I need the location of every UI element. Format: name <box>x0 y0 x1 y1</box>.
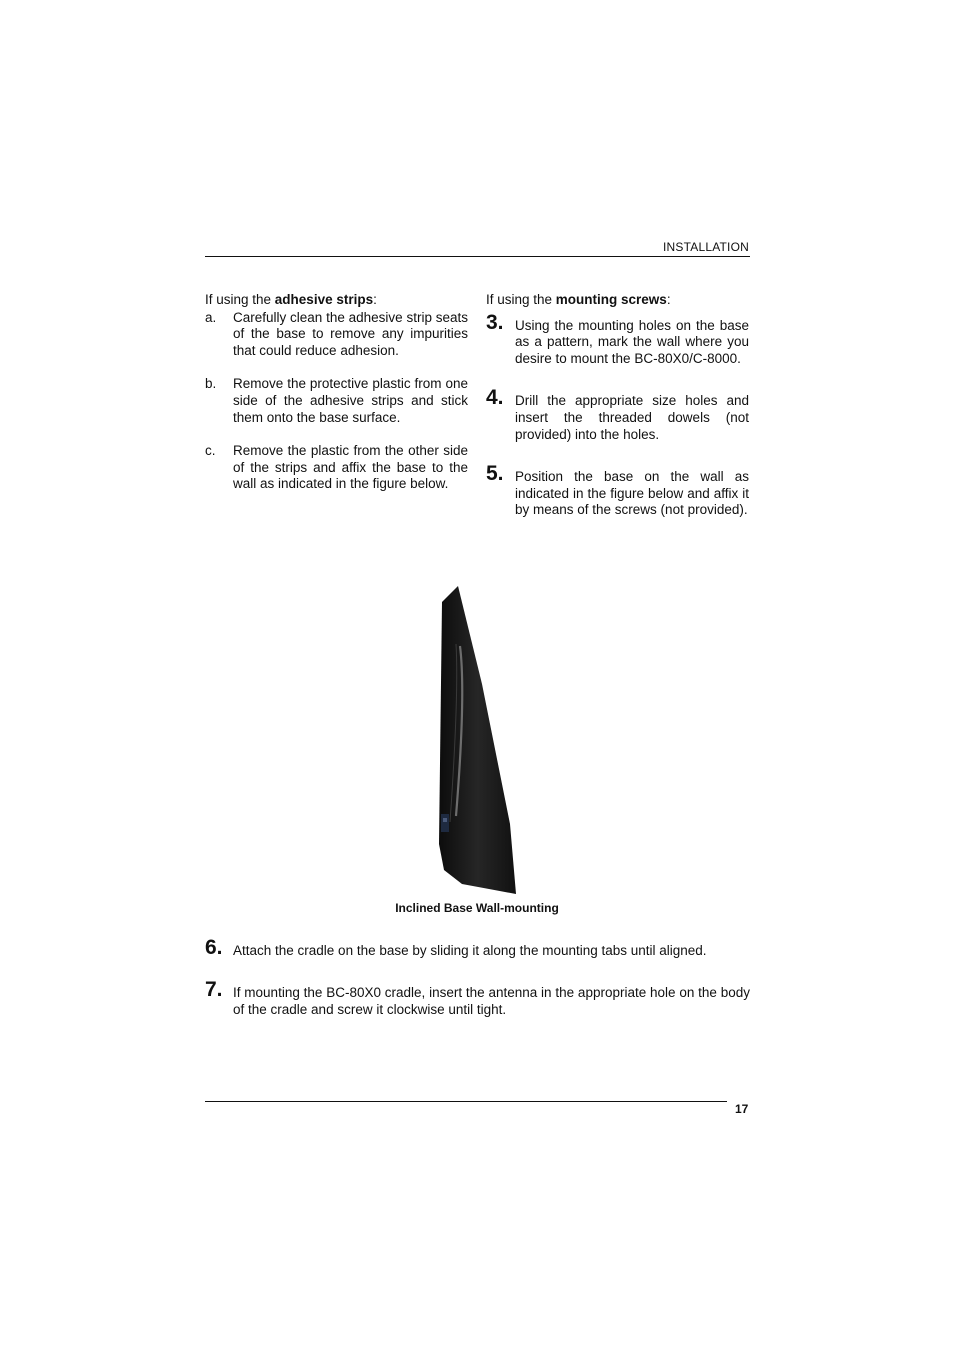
adhesive-strips-term: adhesive strips <box>274 292 374 307</box>
step-text: Drill the appropriate size holes and insert the threaded dowels (not provided) into the holes. <box>515 393 749 442</box>
step-text: Remove the protective plastic from one side of the adhesive strips and stick them onto the base surface. <box>233 376 468 425</box>
page-number: 17 <box>735 1102 749 1116</box>
adhesive-step-c <box>205 443 468 493</box>
figure-caption: Inclined Base Wall-mounting <box>395 901 559 915</box>
step-number: 5. <box>486 462 504 486</box>
step-number: 7. <box>205 978 223 1001</box>
step-marker: a. <box>205 309 217 325</box>
step-6 <box>205 936 750 960</box>
step-number: 3. <box>486 310 504 334</box>
mounting-screws-column <box>486 292 749 519</box>
screw-step-3 <box>486 310 749 368</box>
screw-step-4 <box>486 386 749 443</box>
step-number: 6. <box>205 936 223 959</box>
step-text: Attach the cradle on the base by sliding it along the mounting tabs until aligned. <box>233 943 707 958</box>
step-text: If mounting the BC-80X0 cradle, insert the antenna in the appropriate hole on the body of the cradle and screw it clockwise until tight. <box>233 985 750 1017</box>
step-text: Carefully clean the adhesive strip seats of the base to remove any impurities that could reduce adhesion. <box>233 309 468 358</box>
step-text: Remove the plastic from the other side of the strips and affix the base to the wall as indicated in the figure below. <box>233 443 468 492</box>
section-header: INSTALLATION <box>663 240 749 254</box>
step-text: Using the mounting holes on the base as a pattern, mark the wall where you desire to mount the BC-80X0/C-8000. <box>515 317 749 366</box>
adhesive-intro: If using the adhesive strips: <box>205 292 377 307</box>
step-number: 4. <box>486 386 504 410</box>
screw-step-5 <box>486 462 749 519</box>
footer-rule <box>205 1101 727 1102</box>
step-text: Position the base on the wall as indicated in the figure below and affix it by means of the screws (not provided). <box>515 469 749 518</box>
inclined-base-illustration <box>430 584 522 896</box>
step-7 <box>205 978 750 1018</box>
header-rule <box>205 256 750 257</box>
screws-intro: If using the mounting screws: <box>486 292 671 307</box>
adhesive-strips-column <box>205 292 468 493</box>
adhesive-step-b <box>205 376 468 426</box>
step-marker: c. <box>205 443 216 459</box>
mounting-screws-term: mounting screws <box>555 292 667 307</box>
adhesive-step-a <box>205 310 468 360</box>
step-marker: b. <box>205 376 217 392</box>
